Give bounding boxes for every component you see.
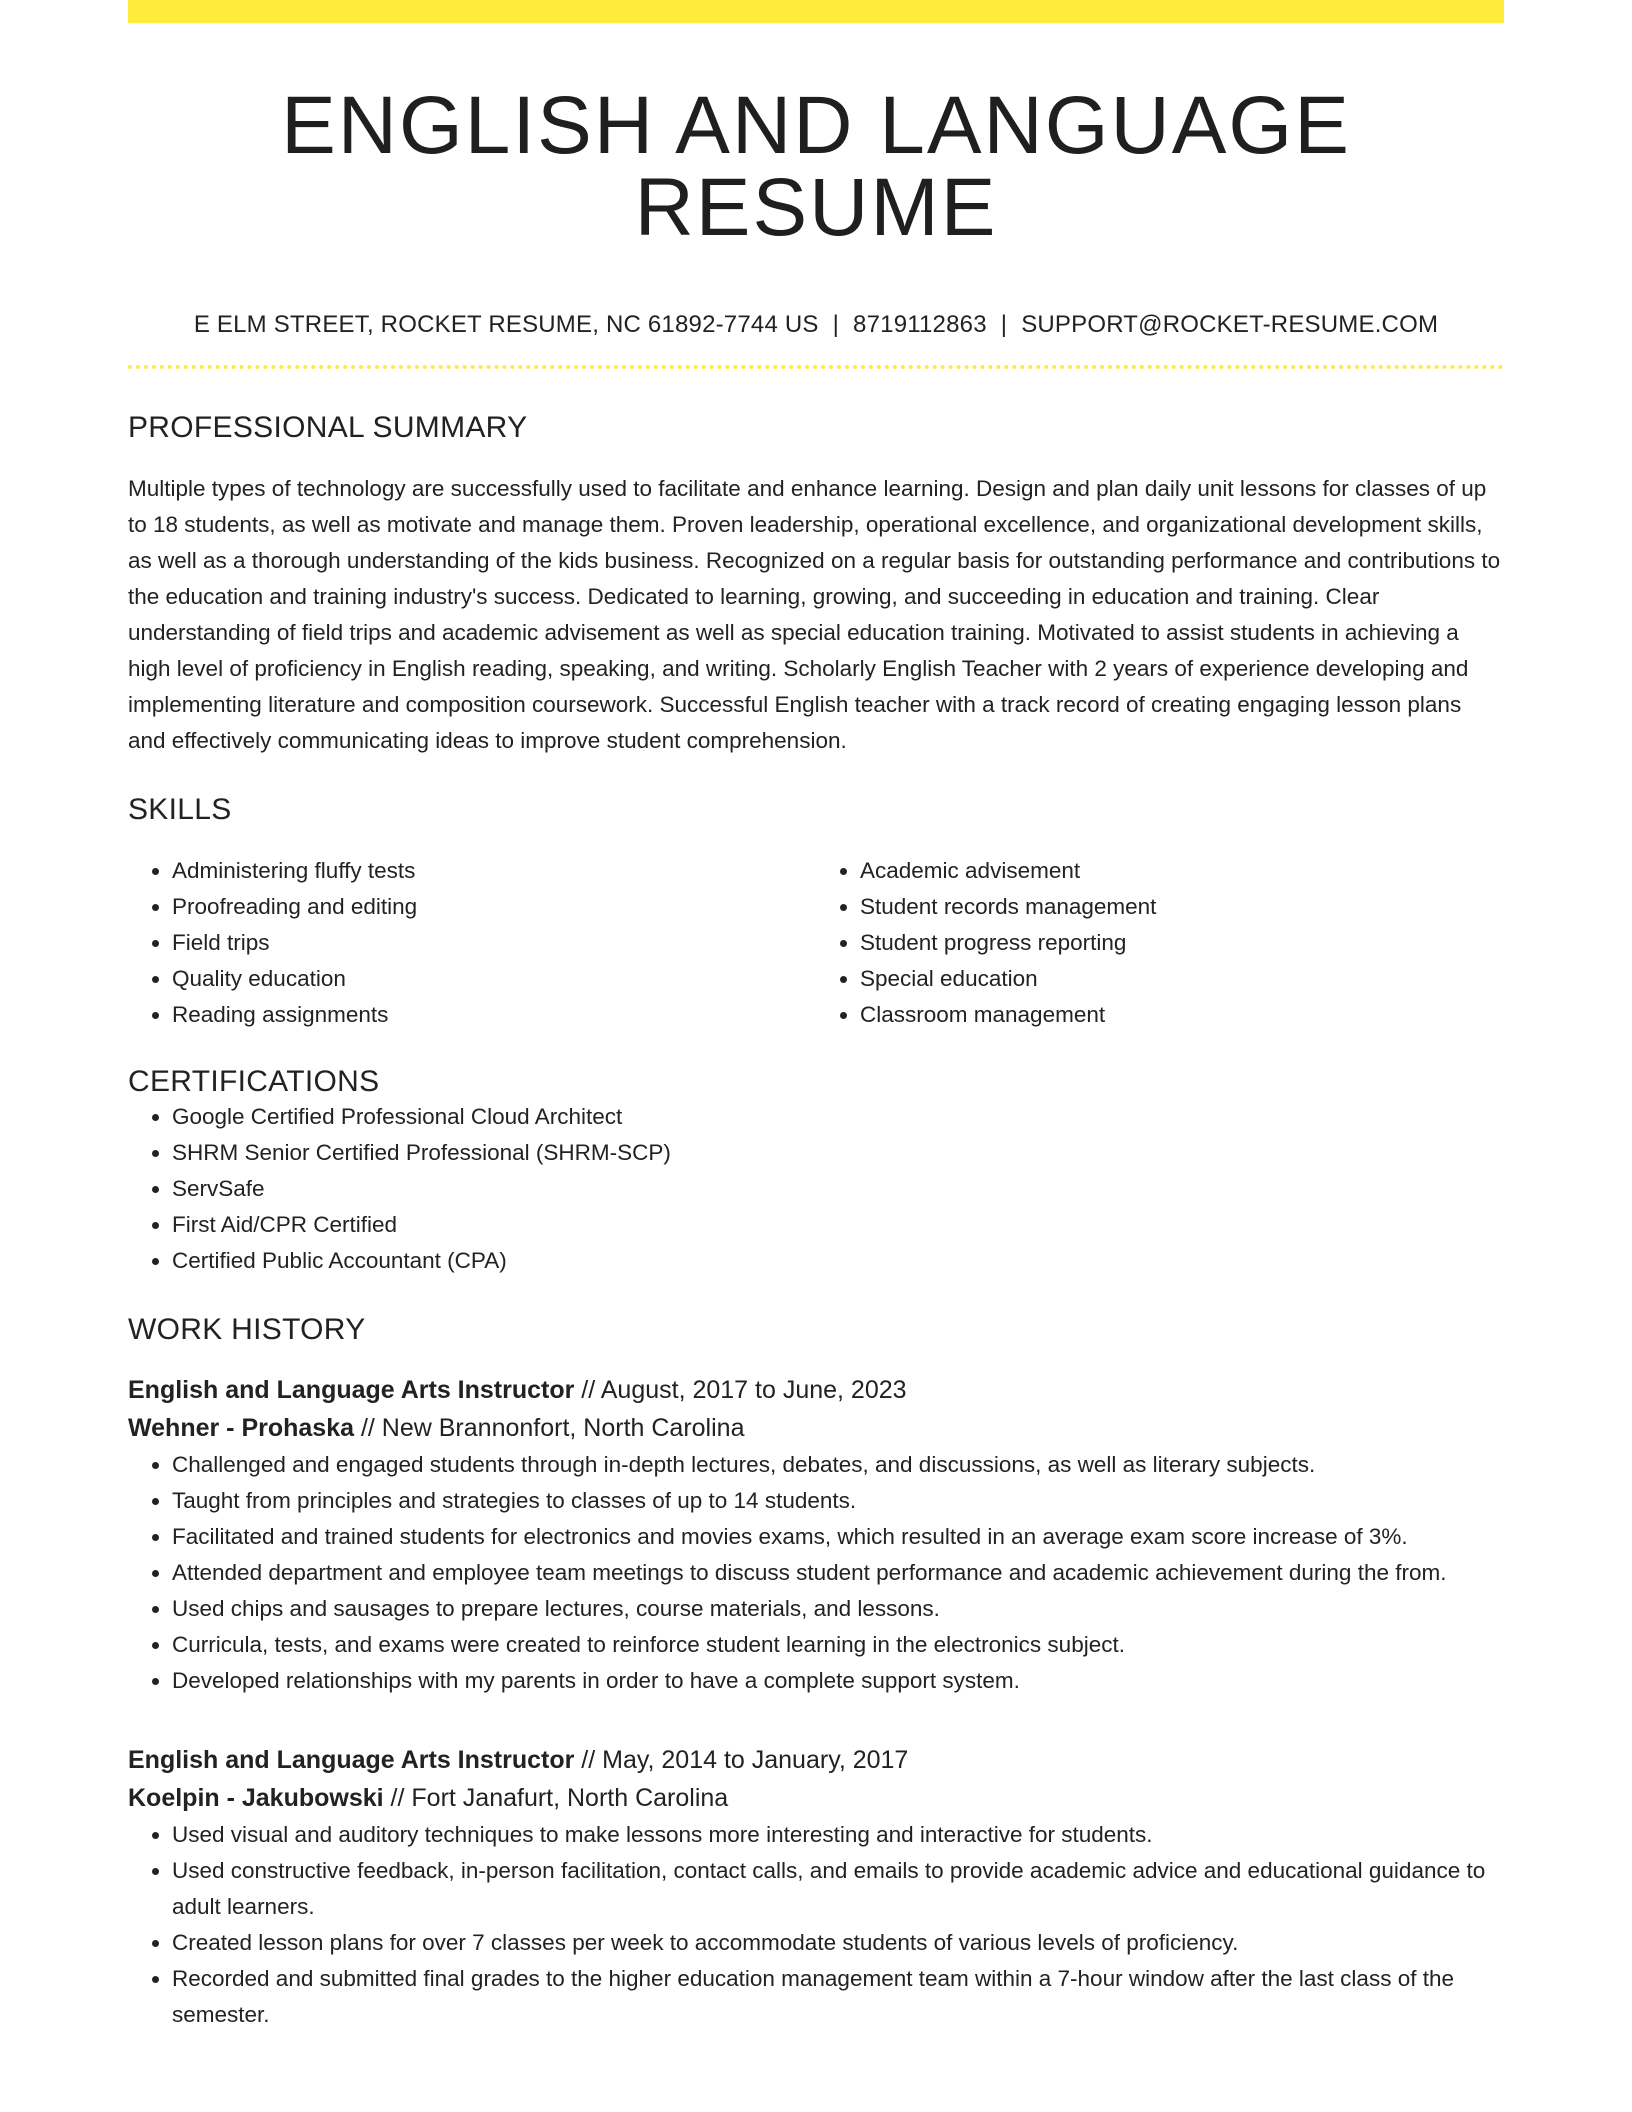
job-bullet: • Facilitated and trained students for electronics and movies exams, which resulted in an average exam score increase of 3%. [172,1519,1504,1555]
certifications-heading: CERTIFICATIONS [128,1065,380,1098]
skill-item: • Classroom management [860,997,1504,1033]
contact-line [128,311,1504,339]
job-company-line [128,1779,1504,1817]
job-bullet: • Used chips and sausages to prepare lectures, course materials, and lessons. [172,1591,1504,1627]
skill-item: • Student progress reporting [860,925,1504,961]
job-bullet: • Attended department and employee team meetings to discuss student performance and academic achievement during the from. [172,1555,1504,1591]
certification-item: • Google Certified Professional Cloud Architect [172,1099,1504,1135]
skill-item: • Academic advisement [860,853,1504,889]
job-entry [128,1371,1504,1699]
job-entry [128,1741,1504,2033]
job-bullet: • Recorded and submitted final grades to the higher education management team within a 7-hour window after the last class of the semester. [172,1961,1504,2033]
skills-grid [128,853,1504,1033]
skill-item: • Field trips [172,925,816,961]
contact-email: SUPPORT@ROCKET-RESUME.COM [1021,311,1439,338]
job-bullets [128,1817,1504,2033]
job-company: Wehner - Prohaska [128,1414,355,1442]
skill-item: • Quality education [172,961,816,997]
job-location: // Fort Janafurt, North Carolina [383,1784,729,1812]
job-bullet: • Curricula, tests, and exams were created to reinforce student learning in the electronics subject. [172,1627,1504,1663]
skill-item: • Special education [860,961,1504,997]
certification-item: • ServSafe [172,1171,1504,1207]
job-company: Koelpin - Jakubowski [128,1784,384,1812]
skill-item: • Reading assignments [172,997,816,1033]
job-title-line [128,1741,1504,1779]
job-title: English and Language Arts Instructor [128,1376,575,1404]
job-bullet: • Used constructive feedback, in-person facilitation, contact calls, and emails to provide academic advice and educational guidance to adult learners. [172,1853,1504,1925]
contact-address: E ELM STREET, ROCKET RESUME, NC 61892-7744 US [193,311,819,338]
job-dates: // May, 2014 to January, 2017 [574,1746,909,1774]
job-bullet: • Developed relationships with my parents in order to have a complete support system. [172,1663,1504,1699]
job-location: // New Brannonfort, North Carolina [354,1414,745,1442]
contact-separator: | [1000,311,1008,338]
contact-separator: | [832,311,840,338]
job-title: English and Language Arts Instructor [128,1746,575,1774]
skill-item: • Administering fluffy tests [172,853,816,889]
skills-list-right [816,853,1504,1033]
job-bullet: • Taught from principles and strategies to classes of up to 14 students. [172,1483,1504,1519]
contact-phone: 8719112863 [853,311,987,338]
resume-page [128,0,1504,2033]
summary-text: Multiple types of technology are successfully used to facilitate and enhance learning. Design and plan daily unit lessons for classes of up to 18 students, as well as motivate and manage them. Proven leadership, operational excellence, and organizational development skills, as well as a thorough understanding of the kids business. Recognized on a regular basis for outstanding performance and contributions to the education and training industry's success. Dedicated to learning, growing, and succeeding in education and training. Clear understanding of field trips and academic advisement as well as special education training. Motivated to assist students in achieving a high level of proficiency in English reading, speaking, and writing. Scholarly English Teacher with 2 years of experience developing and implementing literature and composition coursework. Successful English teacher with a track record of creating engaging lesson plans and effectively communicating ideas to improve student comprehension. [128,476,1501,753]
skills-list-left [128,853,816,1033]
job-bullet: • Created lesson plans for over 7 classes per week to accommodate students of various levels of proficiency. [172,1925,1504,1961]
certification-item: • First Aid/CPR Certified [172,1207,1504,1243]
job-title-line [128,1371,1504,1409]
job-bullet: • Challenged and engaged students through in-depth lectures, debates, and discussions, as well as literary subjects. [172,1447,1504,1483]
certifications-list [128,1099,1504,1279]
skills-heading: SKILLS [128,793,232,826]
skill-item: • Proofreading and editing [172,889,816,925]
skill-item: • Student records management [860,889,1504,925]
certification-item: • Certified Public Accountant (CPA) [172,1243,1504,1279]
resume-title: ENGLISH AND LANGUAGE RESUME [281,80,1351,253]
job-dates: // August, 2017 to June, 2023 [574,1376,907,1404]
job-bullets [128,1447,1504,1699]
certification-item: • SHRM Senior Certified Professional (SHRM-SCP) [172,1135,1504,1171]
job-bullet: • Used visual and auditory techniques to make lessons more interesting and interactive for students. [172,1817,1504,1853]
dotted-divider [128,365,1504,369]
job-company-line [128,1409,1504,1447]
summary-heading: PROFESSIONAL SUMMARY [128,411,528,444]
accent-bar [128,0,1504,23]
work-history-heading: WORK HISTORY [128,1313,366,1346]
